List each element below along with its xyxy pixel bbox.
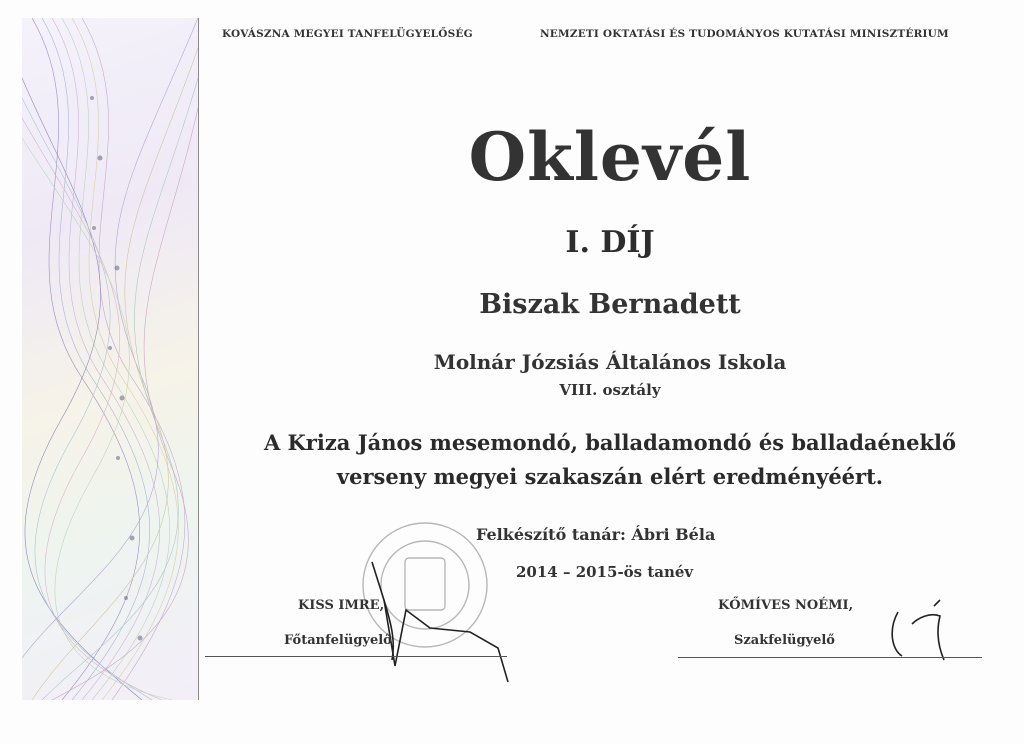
right-signature-line [678,657,982,658]
decorative-border-strip [22,18,199,700]
left-signatory-name: KISS IMRE, [298,598,385,613]
award-reason-line-2: verseny megyei szakaszán elért eredményéért. [336,464,884,489]
left-signatory-role: Főtanfelügyelő [284,633,392,648]
left-signature-line [205,656,507,657]
grade-label: VIII. osztály [559,381,661,399]
school-year: 2014 – 2015-ös tanév [516,563,694,581]
wave-pattern [22,18,198,700]
teacher-label: Felkészítő tanár: Ábri Béla [476,525,716,544]
right-signatory-role: Szakfelügyelő [734,633,835,648]
prize-label: I. DÍJ [565,225,655,260]
recipient-name: Biszak Bernadett [479,289,741,320]
header-left-institution: KOVÁSZNA MEGYEI TANFELÜGYELŐSÉG [222,28,473,40]
award-reason-line-1: A Kriza János mesemondó, balladamondó és balladaéneklő [263,430,957,455]
school-name: Molnár Józsiás Általános Iskola [433,350,787,374]
header-right-ministry: NEMZETI OKTATÁSI ÉS TUDOMÁNYOS KUTATÁSI MINISZTÉRIUM [540,28,949,40]
right-signatory-name: KŐMÍVES NOÉMI, [718,598,854,613]
certificate-title: Oklevél [468,118,752,196]
